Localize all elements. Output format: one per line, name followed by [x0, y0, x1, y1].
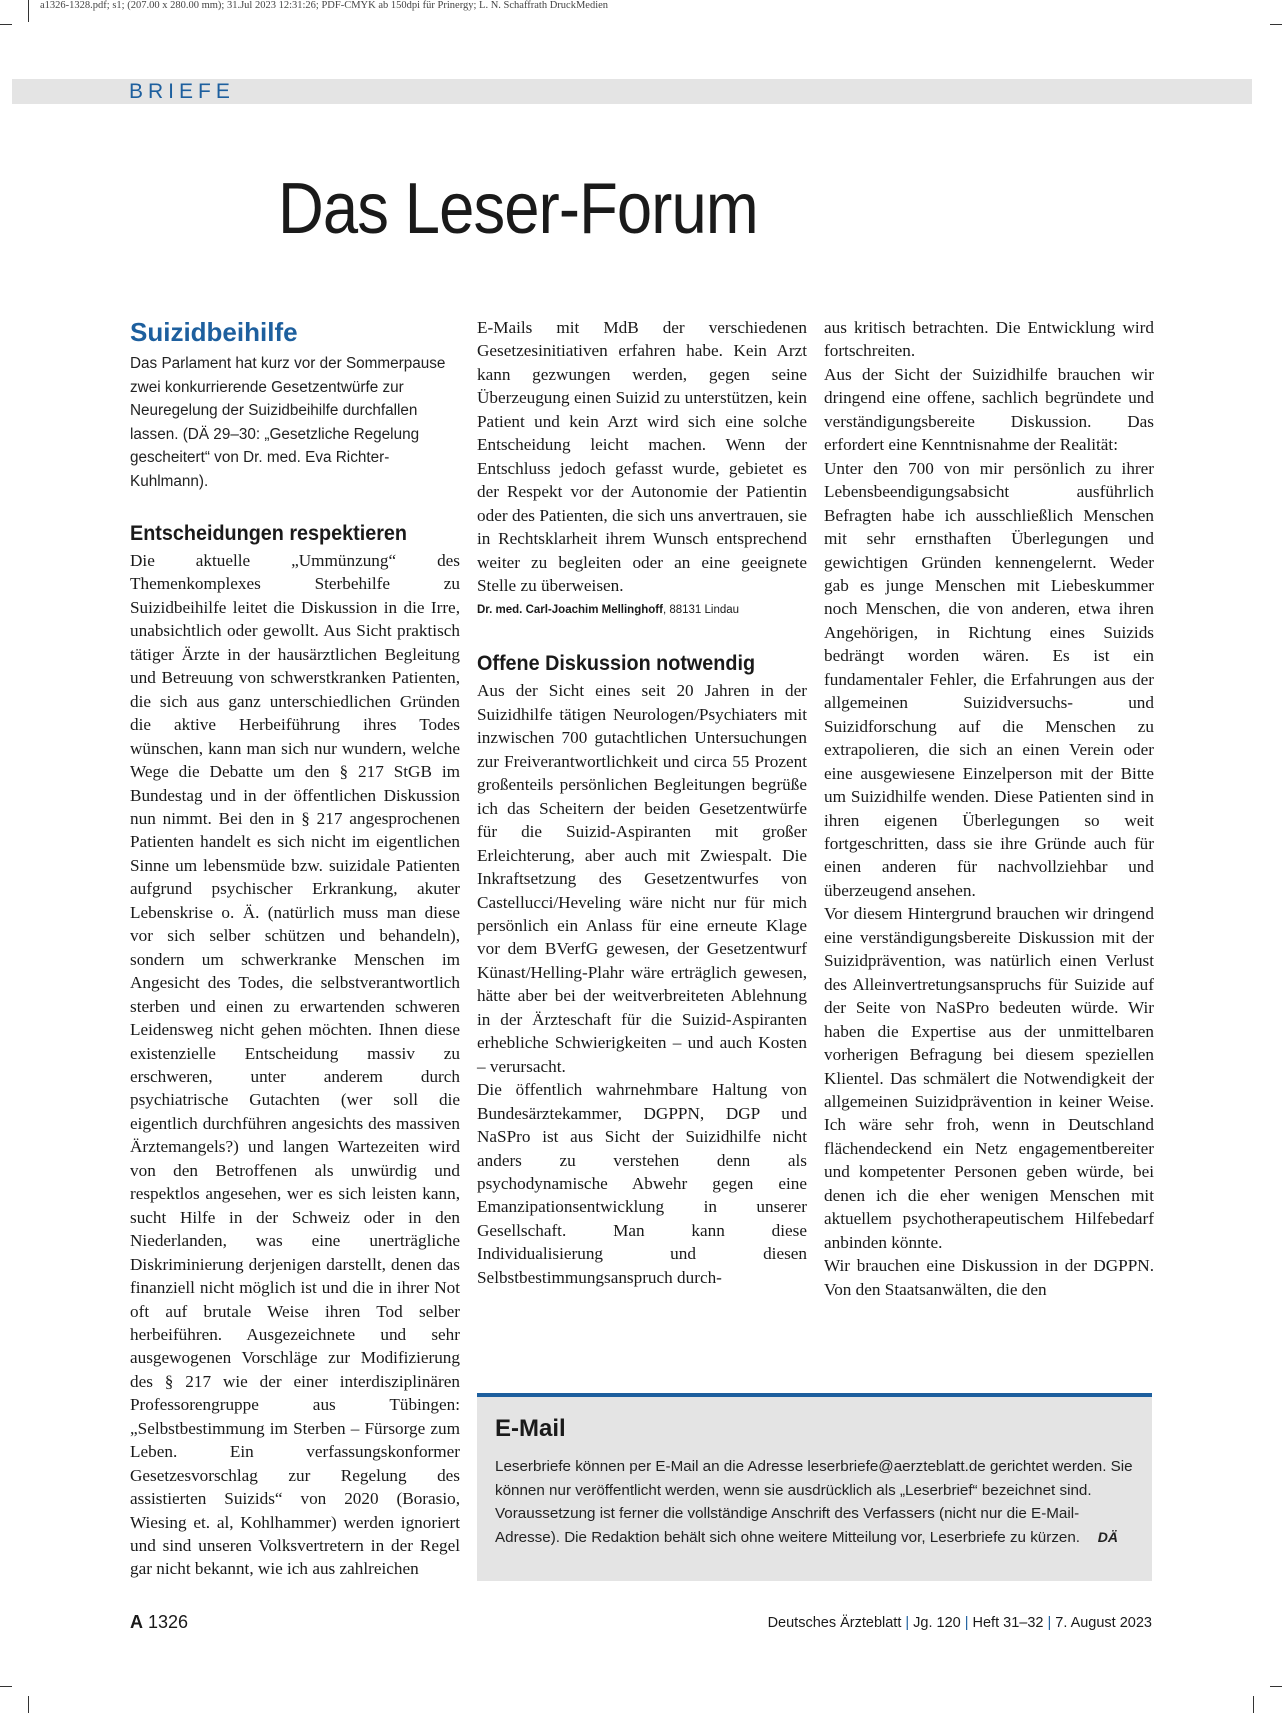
- page-title: Das Leser-Forum: [278, 169, 758, 249]
- column-1: [130, 316, 460, 1581]
- crop-mark-top-left-h: [0, 24, 12, 25]
- footer-separator: |: [964, 1615, 969, 1631]
- crop-mark-bottom-left-h: [0, 1686, 12, 1687]
- topic-intro: Das Parlament hat kurz vor der Sommerpause zwei konkurrierende Gesetzentwürfe zur Neuregelung der Suizidbeihilfe durchfallen lassen. (DÄ 29–30: „Gesetzliche Regelung gescheitert“ von Dr. med. Eva Richter-Kuhlmann).: [130, 355, 446, 490]
- letter-2-paragraph: Vor diesem Hintergrund brauchen wir dringend eine verständigungsbereite Diskussion mit der Suizidprävention, was natürlich einen Verlust des Alleinvertretungsanspruchs für Suizide auf der Seite von NaSPro bedeuten würde. Wir haben die Expertise aus der unmittelbaren vorherigen Befragung bei diesem speziellen Klientel. Das schmälert die Notwendigkeit der allgemeinen Suizidprävention in keiner Weise. Ich wäre sehr froh, wenn in Deutschland flächendeckend ein Netz engagementbereiter und kompetenter Personen geben würde, bei denen ich die eher wenigen Menschen mit aktuellem psychotherapeutischem Hilfebedarf anbinden könnte.: [824, 904, 1154, 1252]
- letter-2-heading: Offene Diskussion notwendig: [477, 651, 756, 676]
- page-number: [130, 1612, 188, 1633]
- page-number-value: 1326: [148, 1612, 189, 1632]
- letter-1-heading: Entscheidungen respektieren: [130, 521, 408, 545]
- email-info-box: [477, 1393, 1152, 1581]
- email-box-body: Leserbriefe können per E-Mail an die Adresse leserbriefe@aerzteblatt.de gerichtet werden. Sie können nur veröffentlicht werden, wenn sie ausdrücklich als „Leserbrief“ bezeichnet sind. Voraussetzung ist ferner die vollständige Anschrift des Verfassers (nicht nur die E-Mail-Adresse). Die Redaktion behält sich ohne weitere Mitteilung vor, Leserbriefe zu kürzen.: [495, 1458, 1133, 1546]
- journal-date: 7. August 2023: [1055, 1615, 1152, 1631]
- letter-1-location: , 88131 Lindau: [662, 604, 740, 617]
- letter-2-paragraph: Die öffentlich wahrnehmbare Haltung von Bundesärztekammer, DGPPN, DGP und NaSPro ist aus Sicht der Suizidhilfe nicht anders zu verstehen denn als psychodynamische Abwehr gegen eine Emanzipationsentwicklung in unserer Gesellschaft. Man kann diese Individualisierung und diesen Selbstbestimmungsanspruch durch-: [477, 1080, 807, 1287]
- column-2: [477, 316, 807, 1289]
- letter-2-paragraph: Aus der Sicht eines seit 20 Jahren in der Suizidhilfe tätigen Neurologen/Psychiaters mit inzwischen 700 gutachtlichen Untersuchungen zur Freiverantwortlichkeit und circa 55 Prozent großenteils persönlichen Begleitungen begrüße ich das Scheitern der beiden Gesetzentwürfe für die Suizid-Aspiranten mit großer Erleichterung, aber auch mit Zwiespalt. Die Inkraftsetzung des Gesetzentwurfes von Castellucci/Heveling wäre nicht nur für mich persönlich ein Anlass für eine erneute Klage vor dem BVerfG gewesen, der Gesetzentwurf Künast/Helling-Plahr wäre erträglich gewesen, hätte aber bei der weitverbreiteten Ablehnung in der Ärzteschaft für die Suizid-Aspiranten erhebliche Schwierigkeiten – und auch Kosten – verursacht.: [477, 681, 807, 1076]
- crop-mark-top-right-h: [1270, 24, 1282, 25]
- letter-1-author: Dr. med. Carl-Joachim Mellinghoff: [477, 604, 663, 617]
- letter-2-paragraph: Wir brauchen eine Diskussion in der DGPPN. Von den Staatsanwälten, die den: [824, 1256, 1154, 1299]
- letter-2-paragraph: Unter den 700 von mir persönlich zu ihrer Lebensbeendigungsabsicht ausführlich Befragten habe ich ausschließlich Menschen mit sehr ernsthaften Überlegungen und gewichtigen Gründen kennengelernt. Weder gab es junge Menschen mit Liebeskummer noch Menschen, die von anderen, etwa ihren Angehörigen, in Richtung eines Suizids bedrängt worden wären. Es ist ein fundamentaler Fehler, die Erfahrungen aus der allgemeinen Suizidversuchs- und Suizidforschung auf die Menschen zu extrapolieren, die sich an einen Verein oder eine ausgewiesene Einzelperson mit der Bitte um Suizidhilfe wenden. Diese Patienten sind in ihren eigenen Überlegungen so weit fortgeschritten, dass sie ihre Gründe auch für einen anderen für nachvollziehbar und überzeugend ansehen.: [824, 458, 1154, 900]
- letter-2-paragraph: Aus der Sicht der Suizidhilfe brauchen wir dringend eine offene, sachlich begründete und verständigungsbereite Diskussion. Das erfordert eine Kenntnisnahme der Realität:: [824, 364, 1154, 455]
- email-box-signature: DÄ: [1097, 1528, 1118, 1545]
- journal-name: Deutsches Ärzteblatt: [767, 1615, 902, 1631]
- email-box-title: E-Mail: [495, 1415, 566, 1442]
- letter-1-signature: [477, 601, 807, 619]
- crop-mark-bottom-right: [1253, 1696, 1254, 1713]
- letter-1-text-part-1: Die aktuelle „Ummünzung“ des Themenkomplexes Sterbehilfe zu Suizidbeihilfe leitet die Diskussion in die Irre, unabsichtlich oder gewollt. Aus Sicht praktisch tätiger Ärzte in der hausärztlichen Begleitung und Betreuung von schwerstkranken Patienten, die sich aus ganz unterschiedlichen Gründen die aktive Herbeiführung ihres Todes wünschen, kann man sich nur wundern, welche Wege die Debatte um den § 217 StGB im Bundestag und in der öffentlichen Diskussion nun nimmt. Bei den in § 217 angesprochenen Patienten handelt es sich nicht im eigentlichen Sinne um lebensmüde bzw. suizidale Patienten aufgrund psychischer Erkrankung, akuter Lebenskrise o. Ä. (natürlich muss man diese vor sich selber schützen und behandeln), sondern um schwerkranke Menschen im Angesicht des Todes, die selbstverantwortlich sterben und einen zu erwartenden schweren Leidensweg nicht gehen möchten. Ihnen diese existenzielle Entscheidung massiv zu erschweren, unter anderem durch psychiatrische Gutachten (wer soll die eigentlich durchführen angesichts des massiven Ärztemangels?) und langen Wartezeiten wird von den Betroffenen als unwürdig und respektlos angesehen, wer es sich leisten kann, sucht Hilfe in der Schweiz oder in den Niederlanden, was eine unerträgliche Diskriminierung derjenigen darstellt, denen das finanziell nicht möglich ist und die in ihrer Not oft auf brutale Weise ihren Tod selber herbeiführen. Ausgezeichnete und sehr ausgewogenen Vorschläge zur Modifizierung des § 217 wie der einer interdisziplinären Professorengruppe aus Tübingen: „Selbstbestimmung im Sterben – Fürsorge zum Leben. Ein verfassungskonformer Gesetzesvorschlag zur Regelung des assistierten Suizids“ von 2020 (Borasio, Wiesing et. al, Kohlhammer) werden ignoriert und sind unseren Volksvertretern in der Regel gar nicht bekannt, wie ich aus zahlreichen: [130, 551, 460, 1579]
- letter-2-paragraph: aus kritisch betrachten. Die Entwicklung wird fortschreiten.: [824, 318, 1154, 361]
- journal-footer: [768, 1615, 1152, 1631]
- crop-mark-bottom-left: [28, 1696, 29, 1713]
- journal-issue: Heft 31–32: [972, 1615, 1044, 1631]
- section-label: BRIEFE: [129, 80, 235, 103]
- crop-mark-top-left: [28, 0, 29, 22]
- journal-volume: Jg. 120: [913, 1615, 961, 1631]
- footer-separator: |: [1047, 1615, 1052, 1631]
- print-slug: a1326-1328.pdf; s1; (207.00 x 280.00 mm); 31.Jul 2023 12:31:26; PDF-CMYK ab 150dpi für Prinergy; L. N. Schaffrath DruckMedien: [40, 0, 609, 11]
- email-box-text: [495, 1455, 1134, 1549]
- letter-1-text-part-2: E-Mails mit MdB der verschiedenen Gesetzesinitiativen erfahren habe. Kein Arzt kann gezwungen werden, gegen seine Überzeugung einen Suizid zu unterstützen, kein Patient und kein Arzt wird sich eine solche Entscheidung leicht machen. Wenn der Entschluss jedoch gefasst wurde, gebietet es der Respekt vor der Autonomie der Patientin oder des Patienten, die sich uns anvertrauen, sie in Rechtsklarheit ihrem Wunsch entsprechend weiter zu begleiten oder an eine geeignete Stelle zu überweisen.: [477, 318, 807, 595]
- footer-separator: |: [905, 1615, 910, 1631]
- crop-mark-bottom-right-h: [1270, 1686, 1282, 1687]
- page-prefix: A: [130, 1612, 143, 1632]
- column-3: [824, 316, 1154, 1301]
- topic-title: Suizidbeihilfe: [130, 317, 298, 347]
